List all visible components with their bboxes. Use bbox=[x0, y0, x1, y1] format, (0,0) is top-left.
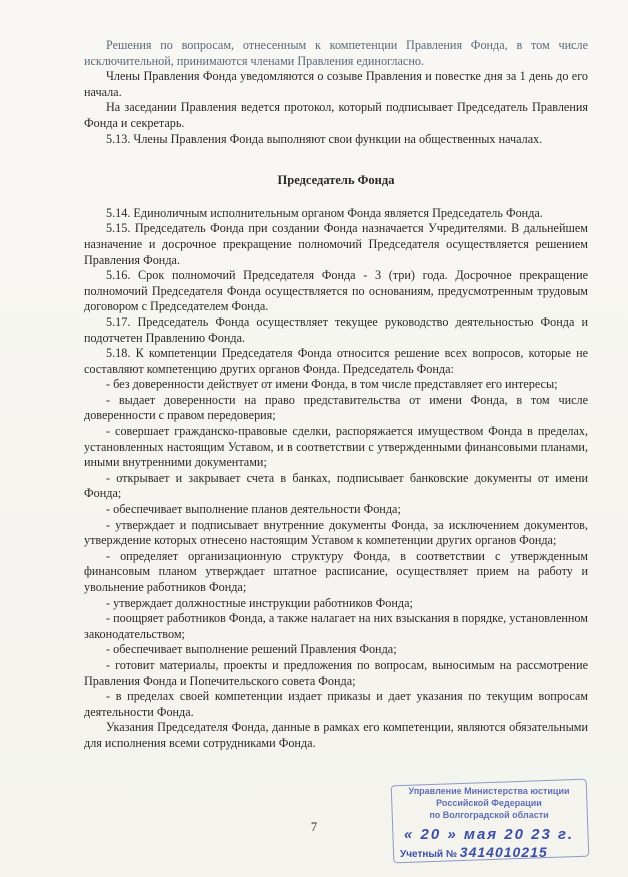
paragraph: 5.16. Срок полномочий Председателя Фонда - 3 (три) года. Досрочное прекращение полномочий Председателя Фонда осуществляется по основаниям, предусмотренным трудовым договором с Председателем Фонда. bbox=[84, 268, 588, 314]
list-item: - обеспечивает выполнение планов деятельности Фонда; bbox=[106, 502, 401, 517]
stamp-date: « 20 » мая 20 23 г. bbox=[404, 826, 574, 843]
list-item: - готовит материалы, проекты и предложения по вопросам, выносимым на рассмотрение Правления Фонда и Попечительского совета Фонда; bbox=[84, 657, 588, 688]
list-item: - открывает и закрывает счета в банках, подписывает банковские документы от имени Фонда; bbox=[84, 470, 588, 501]
paragraph: 5.13. Члены Правления Фонда выполняют свои функции на общественных началах. bbox=[106, 131, 543, 146]
paragraph: 5.18. К компетенции Председателя Фонда относится решение всех вопросов, которые не составляют компетенцию других органов Фонда. Председатель Фонда: bbox=[84, 346, 588, 376]
paragraph: 5.14. Единоличным исполнительным органом Фонда является Председатель Фонда. bbox=[106, 205, 543, 220]
stamp-authority-line2: Российской Федерации bbox=[436, 798, 542, 808]
list-item: - определяет организационную структуру Фонда, в соответствии с утвержденным финансовым планом утверждает штатное расписание, осуществляет прием на работу и увольнение работников Фонда; bbox=[84, 548, 588, 594]
stamp-reg-number: 3414010215 bbox=[459, 844, 548, 860]
list-item: - в пределах своей компетенции издает приказы и дает указания по текущим вопросам деятельности Фонда. bbox=[84, 689, 588, 719]
closing-paragraph: Указания Председателя Фонда, данные в рамках его компетенции, являются обязательными для исполнения всеми сотрудниками Фонда. bbox=[84, 720, 588, 750]
list-item: - без доверенности действует от имени Фонда, в том числе представляет его интересы; bbox=[106, 377, 558, 392]
paragraph: Члены Правления Фонда уведомляются о созыве Правления и повестке дня за 1 день до его начала. bbox=[84, 69, 588, 99]
paragraph: На заседании Правления ведется протокол, который подписывает Председатель Правления Фонда и секретарь. bbox=[84, 100, 588, 130]
paragraph: Решения по вопросам, отнесенным к компетенции Правления Фонда, в том числе исключительной, принимаются членами Правления единогласно. bbox=[84, 38, 588, 68]
stamp-registration bbox=[400, 844, 548, 860]
section-heading: Председатель Фонда bbox=[277, 173, 395, 188]
list-item: - утверждает и подписывает внутренние документы Фонда, за исключением документов, утверждение которых отнесено настоящим Уставом к компетенции других органов Фонда; bbox=[84, 517, 588, 548]
list-item: - совершает гражданско-правовые сделки, распоряжается имуществом Фонда в пределах, установленных настоящим Уставом, и в соответствии с утвержденными финансовыми планами, иными внутренними документами; bbox=[84, 424, 588, 470]
list-item: - поощряет работников Фонда, а также налагает на них взыскания в порядке, установленном законодательством; bbox=[84, 611, 588, 641]
paragraph: 5.15. Председатель Фонда при создании Фонда назначается Учредителями. В дальнейшем назначение и досрочное прекращение полномочий Председателя осуществляется решением Правления Фонда. bbox=[84, 221, 588, 267]
list-item: - утверждает должностные инструкции работников Фонда; bbox=[106, 595, 413, 610]
document-text bbox=[84, 38, 588, 752]
stamp-authority-line1: Управление Министерства юстиции bbox=[408, 786, 570, 796]
paragraph: 5.17. Председатель Фонда осуществляет текущее руководство деятельностью Фонда и подотчетен Правлению Фонда. bbox=[84, 314, 588, 345]
list-item: - обеспечивает выполнение решений Правления Фонда; bbox=[106, 642, 397, 657]
registration-stamp bbox=[392, 782, 588, 860]
page-number: 7 bbox=[310, 820, 318, 834]
stamp-reg-label: Учетный № bbox=[400, 849, 458, 860]
stamp-authority-line3: по Волгоградской области bbox=[429, 810, 549, 820]
list-item: - выдает доверенности на право представительства от имени Фонда, в том числе доверенности с правом передоверия; bbox=[84, 392, 588, 423]
